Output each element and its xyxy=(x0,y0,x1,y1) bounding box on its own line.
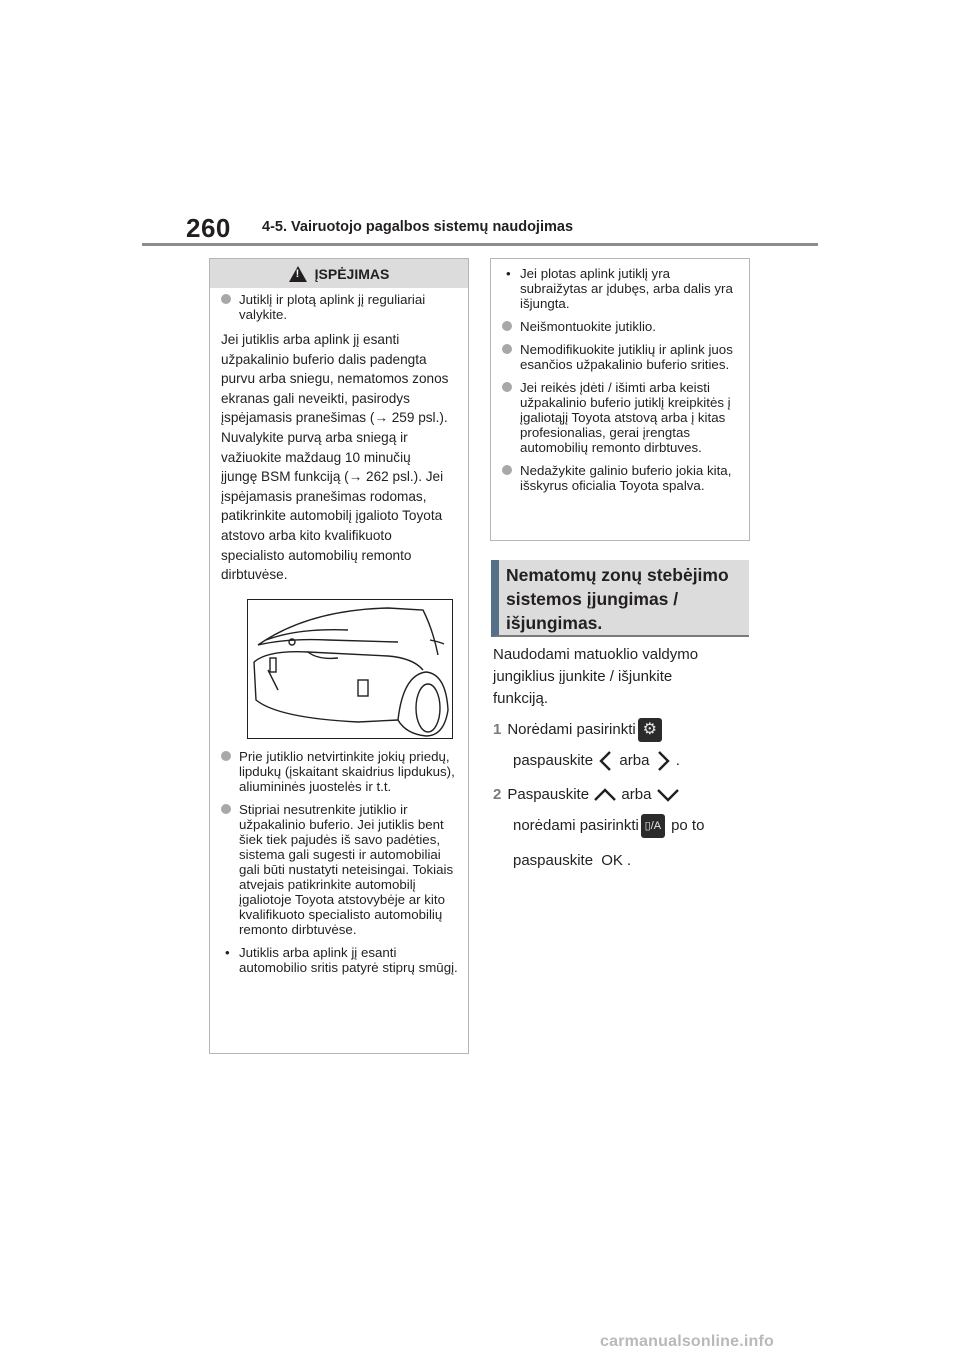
warning-bullet: Jutiklį ir plotą aplink jį reguliariai valykite. xyxy=(221,292,458,322)
chevron-left-icon xyxy=(597,750,615,772)
footer-watermark: carmanualsonline.info xyxy=(600,1333,775,1350)
continued-warning-box xyxy=(490,258,750,541)
chevron-up-icon xyxy=(593,787,617,803)
step-2: 2 Paspauskite arba norėdami pasirinkti ▯/A po to paspauskite OK . xyxy=(493,786,705,869)
intro-paragraph: Naudodami matuoklio valdymo jungiklius įjunkite / išjunkite funkciją. xyxy=(493,646,699,707)
header-rule xyxy=(142,243,818,246)
warning-bullet: Jei reikės įdėti / išimti arba keisti užpakalinio buferio jutiklį kreipkitės į įgaliotąjį Toyota atstovą arba į kitas profesionalias, gerai įrengtas automobilių remonto dirbtuves. xyxy=(502,380,739,455)
section-title: 4-5. Vairuotojo pagalbos sistemų naudojimas xyxy=(262,219,574,235)
warning-icon xyxy=(289,266,307,282)
bsm-icon: ▯/A xyxy=(641,814,665,838)
step-1: 1 Norėdami pasirinkti ⚙ paspauskite arba . xyxy=(493,718,783,772)
warning-bullet: Prie jutiklio netvirtinkite jokių priedų, lipdukų (įskaitant skaidrius lipdukus), aliumininės juostelės ir t.t. xyxy=(221,749,458,794)
warning-bullet: Nemodifikuokite jutiklių ir aplink juos esančios užpakalinio buferio srities. xyxy=(502,342,739,372)
section-heading: Nematomų zonų stebėjimo sistemos įjungimas / išjungimas. xyxy=(491,560,749,637)
warning-bullet: Stipriai nesutrenkite jutiklio ir užpakalinio buferio. Jei jutiklis bent šiek tiek pajudės iš savo padėties, sistema gali sugesti ir automobiliai gali būti nustatyti neteisingai. Tokiais atvejais patikrinkite automobilį įgaliotoje Toyota atstovybėje ar kito kvalifikuoto specialisto automobilių remonto dirbtuvėse. xyxy=(221,802,458,937)
gear-icon: ⚙ xyxy=(638,718,662,742)
ok-button-label: OK xyxy=(601,852,623,869)
page-number: 260 xyxy=(186,213,231,243)
warning-bullet: Nedažykite galinio buferio jokia kita, išskyrus oficialia Toyota spalva. xyxy=(502,463,739,493)
warning-paragraph: Jei jutiklis arba aplink jį esanti užpakalinio buferio dalis padengta purvu arba sniegu, nematomos zonos ekranas gali neveikti, pasirodys įspėjamasis pranešimas (→ 259 psl.). Nuvalykite purvą arba sniegą ir važiuokite maždaug 10 minučių įjungę BSM funkciją (→ 262 psl.). Jei įspėjamasis pranešimas rodomas, patikrinkite automobilį įgalioto Toyota atstovo arba kito kvalifikuoto specialisto automobilių remonto dirbtuvėse. xyxy=(221,332,449,583)
warning-header xyxy=(210,259,468,288)
warning-bullet: Neišmontuokite jutiklio. xyxy=(502,319,739,334)
chevron-down-icon xyxy=(656,787,680,803)
car-rear-illustration xyxy=(247,599,453,739)
warning-title: ĮSPĖJIMAS xyxy=(314,265,390,282)
warning-subitem: • Jutiklis arba aplink jį esanti automobilio sritis patyrė stiprų smūgį. xyxy=(225,944,458,975)
warning-subitem: • Jei plotas aplink jutiklį yra subraižytas ar įdubęs, arba dalis yra išjungta. xyxy=(506,266,733,311)
chevron-right-icon xyxy=(654,750,672,772)
warning-box xyxy=(209,258,469,1054)
